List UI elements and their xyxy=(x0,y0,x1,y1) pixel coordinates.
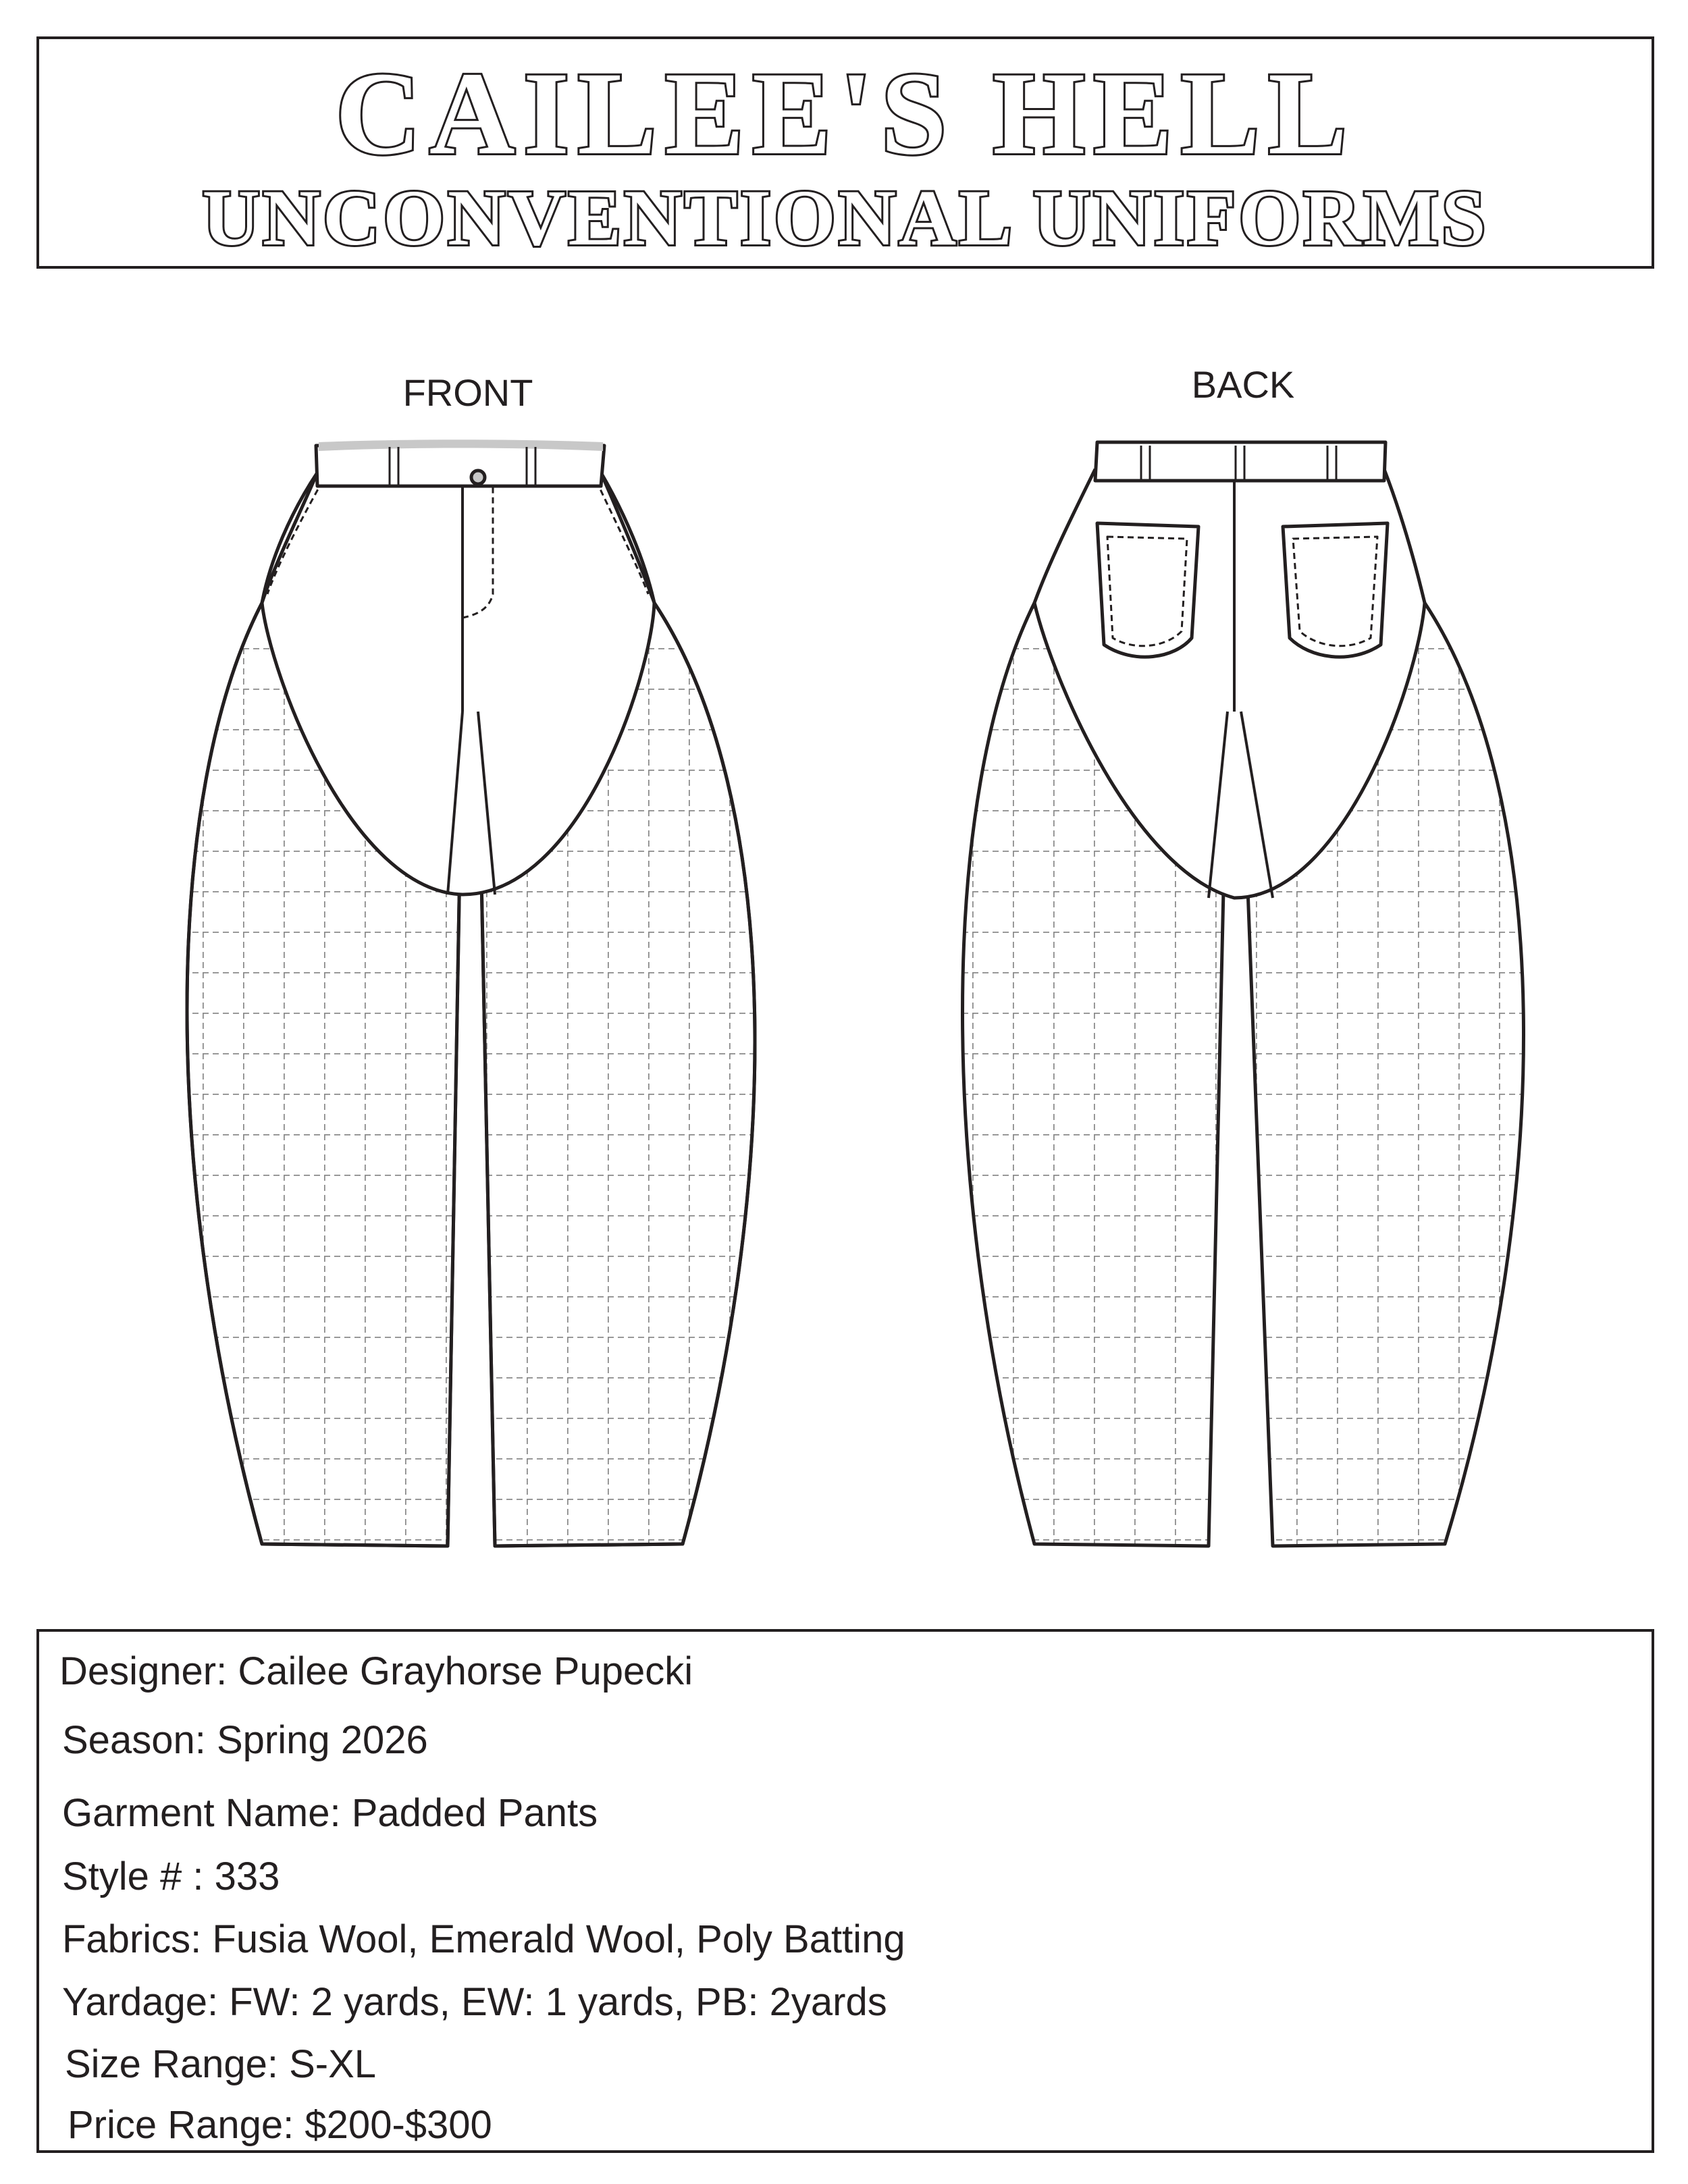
spec-size-range: Size Range: S-XL xyxy=(65,2042,377,2086)
front-button xyxy=(471,471,485,484)
front-view-label: FRONT xyxy=(402,371,533,414)
spec-season: Season: Spring 2026 xyxy=(62,1718,428,1762)
spec-designer: Designer: Cailee Grayhorse Pupecki xyxy=(59,1649,693,1693)
brand-subtitle: UNCONVENTIONAL UNIFORMS xyxy=(202,174,1489,262)
spec-yardage: Yardage: FW: 2 yards, EW: 1 yards, PB: 2yards xyxy=(62,1980,887,2024)
front-waistband xyxy=(316,446,604,486)
brand-title: CAILEE'S HELL xyxy=(335,48,1356,180)
spec-price-range: Price Range: $200-$300 xyxy=(68,2103,492,2147)
back-waistband xyxy=(1095,442,1386,481)
back-pants xyxy=(912,442,1587,1553)
front-pants xyxy=(135,440,810,1553)
spec-style-number: Style # : 333 xyxy=(62,1855,280,1898)
spec-box xyxy=(36,1629,1654,2153)
spec-fabrics: Fabrics: Fusia Wool, Emerald Wool, Poly Batting xyxy=(62,1917,905,1961)
spec-garment-name: Garment Name: Padded Pants xyxy=(62,1791,598,1835)
back-right-pocket xyxy=(1283,523,1388,657)
back-view-label: BACK xyxy=(1191,363,1295,406)
